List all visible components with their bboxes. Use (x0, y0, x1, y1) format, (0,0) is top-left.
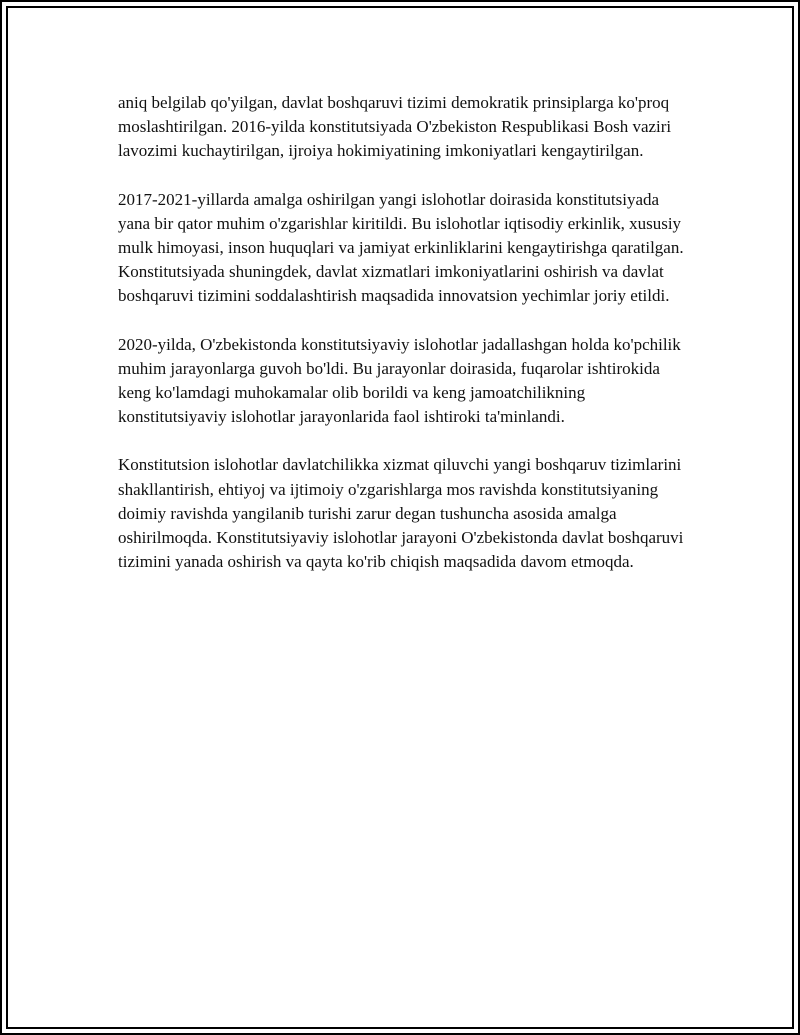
paragraph-4: Konstitutsion islohotlar davlatchilikka xizmat qiluvchi yangi boshqaruv tizimlarini shakllantirish, ehtiyoj va ijtimoiy o'zgarishlarga mos ravishda konstitutsiyaning doimiy ravishda yangilanib turishi zarur degan tushuncha asosida amalga oshirilmoqda. Konstitutsiyaviy islohotlar jarayoni O'zbekistonda davlat boshqaruvi tizimini yanada oshirish va qayta ko'rib chiqish maqsadida davom etmoqda. (118, 455, 684, 572)
paragraph-1: aniq belgilab qo'yilgan, davlat boshqaruvi tizimi demokratik prinsiplarga ko'proq moslashtirilgan. 2016-yilda konstitutsiyada O'zbekiston Respublikasi Bosh vaziri lavozimi kuchaytirilgan, ijroiya hokimiyatining imkoniyatlari kengaytirilgan. (118, 93, 672, 161)
paragraph-3: 2020-yilda, O'zbekistonda konstitutsiyaviy islohotlar jadallashgan holda ko'pchilik muhim jarayonlarga guvoh bo'ldi. Bu jarayonlar doirasida, fuqarolar ishtirokida keng ko'lamdagi muhokamalar olib borildi va keng jamoatchilikning konstitutsiyaviy islohotlar jarayonlarida faol ishtiroki ta'minlandi. (118, 334, 681, 427)
paragraph-2: 2017-2021-yillarda amalga oshirilgan yangi islohotlar doirasida konstitutsiyada yana bir qator muhim o'zgarishlar kiritildi. Bu islohotlar iqtisodiy erkinlik, xususiy mulk himoyasi, inson huquqlari va jamiyat erkinliklarini kengaytirishga qaratilgan. Konstitutsiyada shuningdek, davlat xizmatlari imkoniyatlarini oshirish va davlat boshqaruvi tizimini soddalashtirish maqsadida innovatsion yechimlar joriy etildi. (118, 189, 684, 306)
document-body (118, 91, 688, 598)
